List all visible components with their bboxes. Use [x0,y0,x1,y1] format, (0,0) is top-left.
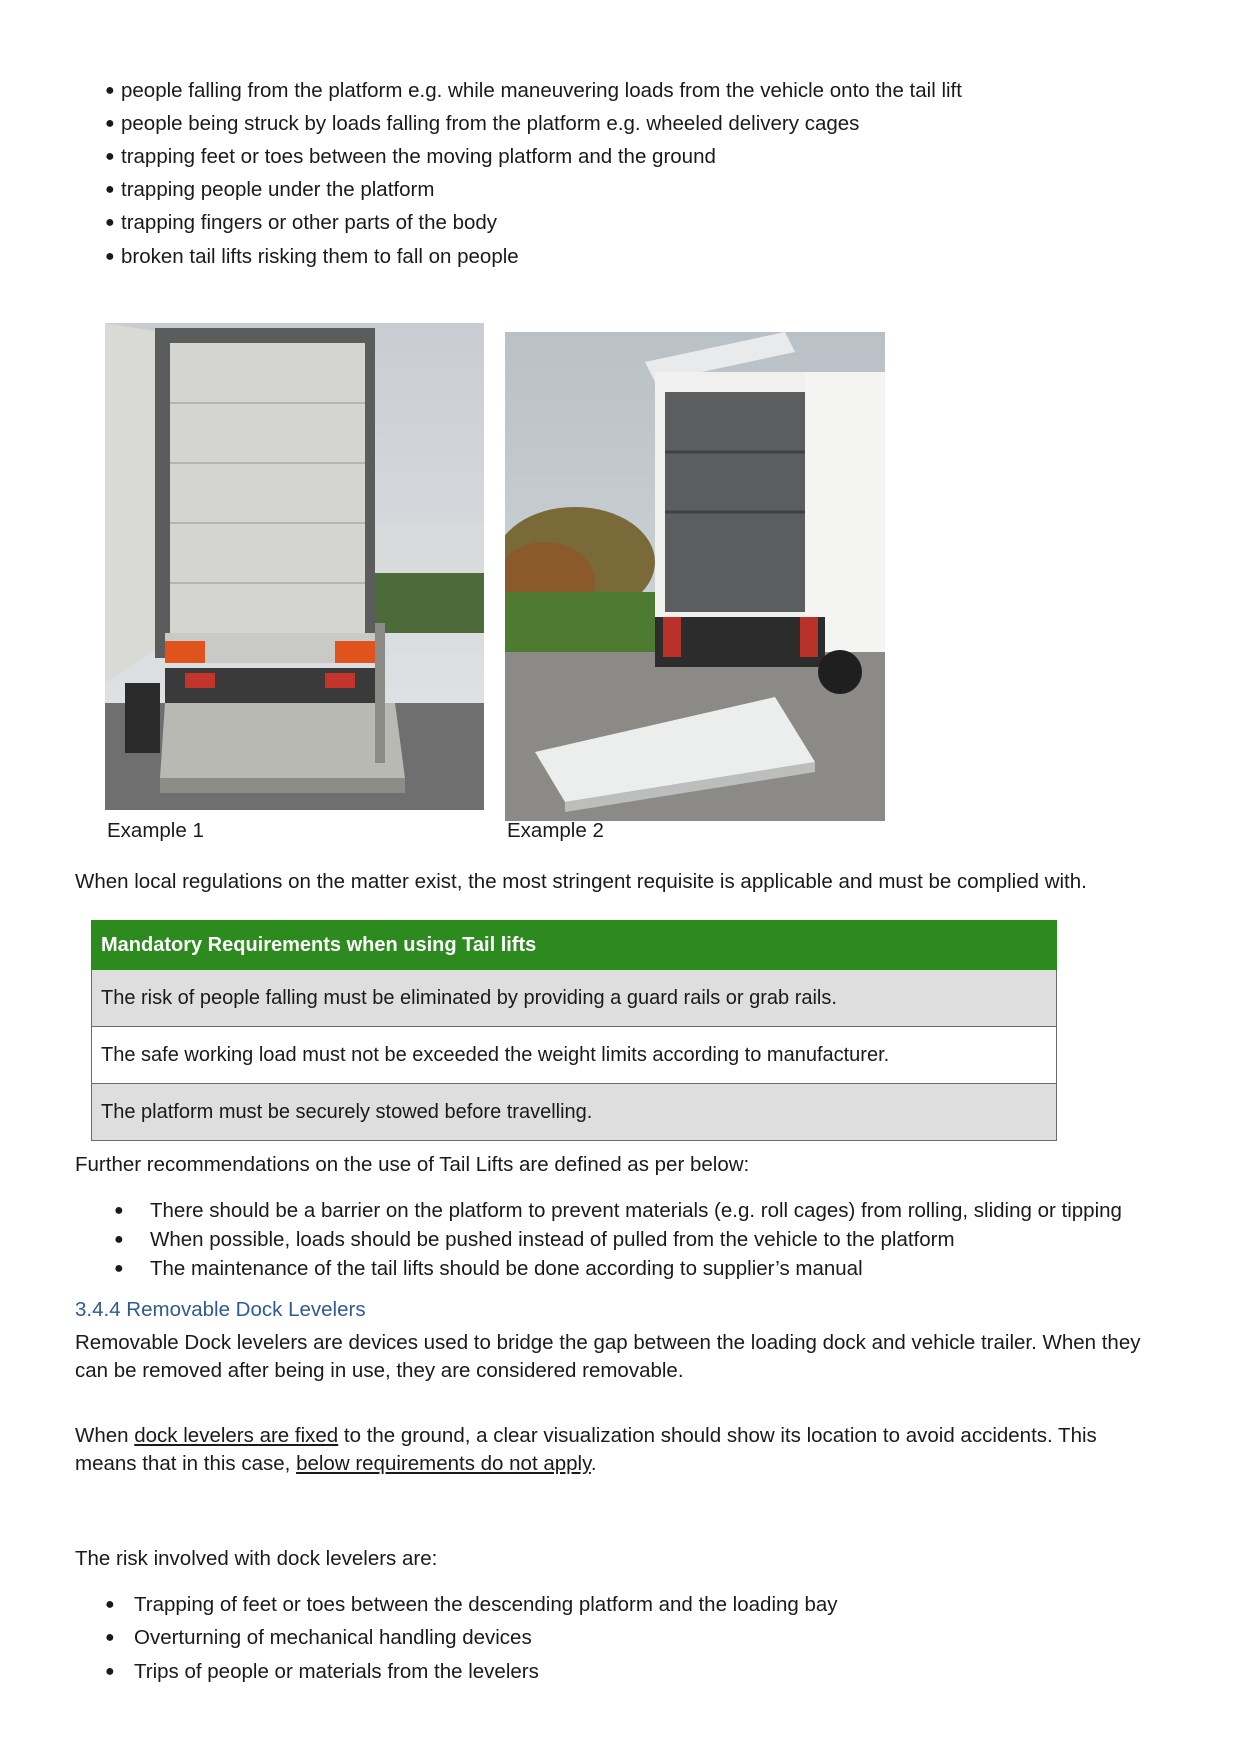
bullet: ● [105,1663,115,1680]
hazard-item: people falling from the platform e.g. while maneuvering loads from the vehicle onto the tail lift [121,79,962,102]
hazard-item: people being struck by loads falling from the platform e.g. wheeled delivery cages [121,112,860,135]
fixed-note-text: When [75,1424,135,1447]
truck-tail-lift-photo-1 [105,323,484,810]
table-row [92,970,1057,1027]
fixed-note-line-2 [75,1450,597,1478]
definition-line: Removable Dock levelers are devices used to bridge the gap between the loading dock and vehicle trailer. When they [75,1331,1141,1354]
table-row [92,1084,1057,1141]
van-tail-lift-photo-2 [505,332,885,821]
recommendations-intro: Further recommendations on the use of Tail Lifts are defined as per below: [75,1153,750,1176]
bullet: ● [114,1231,124,1248]
hazard-item: trapping people under the platform [121,178,435,201]
figure-caption-2: Example 2 [507,819,604,842]
bullet: ● [105,115,115,132]
recommendation-item: There should be a barrier on the platform to prevent materials (e.g. roll cages) from rolling, sliding or tipping [150,1199,1122,1222]
recommendation-item: The maintenance of the tail lifts should be done according to supplier’s manual [150,1257,863,1280]
hazard-item: trapping fingers or other parts of the body [121,211,498,234]
bullet: ● [105,1596,115,1613]
bullet: ● [105,214,115,231]
fixed-note-text: to the ground, a clear visualization should show its location to avoid accidents. This [338,1424,1097,1447]
table-header: Mandatory Requirements when using Tail lifts [92,921,1057,970]
definition-line: can be removed after being in use, they are considered removable. [75,1359,684,1382]
bullet: ● [105,148,115,165]
risk-item: Trapping of feet or toes between the descending platform and the loading bay [134,1593,838,1616]
dock-levelers-fixed-link[interactable]: dock levelers are fixed [134,1424,339,1447]
figure-caption-1: Example 1 [107,819,204,842]
table-row [92,1027,1057,1084]
bullet: ● [105,1629,115,1646]
section-heading: 3.4.4 Removable Dock Levelers [75,1298,366,1321]
requirement-cell: The safe working load must not be exceeded the weight limits according to manufacturer. [92,1027,1057,1084]
fixed-note-text: . [590,1452,597,1475]
table-header-row [92,921,1057,970]
risks-intro: The risk involved with dock levelers are: [75,1547,438,1570]
bullet: ● [105,181,115,198]
risk-item: Trips of people or materials from the levelers [134,1660,539,1683]
regulations-note: When local regulations on the matter exist, the most stringent requisite is applicable and must be complied with. [75,870,1087,893]
hazard-item: trapping feet or toes between the moving platform and the ground [121,145,716,168]
bullet: ● [114,1260,124,1277]
bullet: ● [105,82,115,99]
fixed-note-line-1 [75,1422,1097,1450]
hazard-item: broken tail lifts risking them to fall on people [121,245,519,268]
risk-item: Overturning of mechanical handling devices [134,1626,532,1649]
requirement-cell: The platform must be securely stowed before travelling. [92,1084,1057,1141]
recommendation-item: When possible, loads should be pushed instead of pulled from the vehicle to the platform [150,1228,955,1251]
requirements-not-apply-link[interactable]: below requirements do not apply [296,1452,591,1475]
bullet: ● [105,248,115,265]
fixed-note-text: means that in this case, [75,1452,297,1475]
bullet: ● [114,1202,124,1219]
requirement-cell: The risk of people falling must be eliminated by providing a guard rails or grab rails. [92,970,1057,1027]
requirements-table [91,920,1057,1141]
